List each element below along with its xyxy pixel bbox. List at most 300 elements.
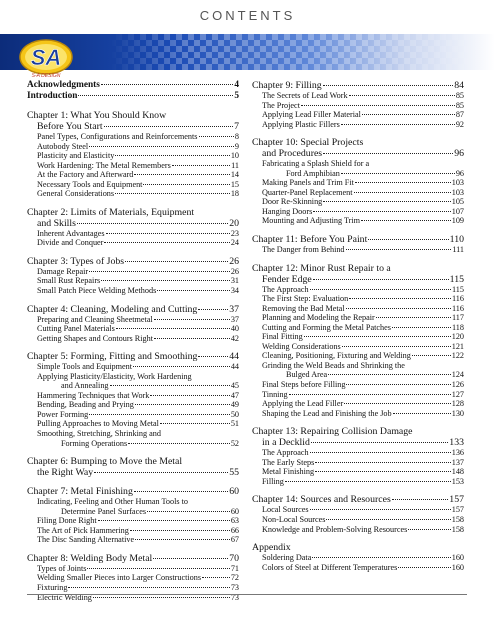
entry-title: Making Panels and Trim Fit: [262, 178, 354, 188]
entry-page: 136: [451, 448, 464, 458]
dot-leader: [89, 146, 234, 147]
entry-title: the Right Way: [37, 467, 94, 479]
entry-page: 49: [230, 400, 239, 410]
toc-chapter-entry[interactable]: [252, 274, 464, 285]
entry-page: 105: [451, 197, 464, 207]
toc-section-entry[interactable]: [27, 439, 239, 449]
entry-title: Chapter 5: Forming, Fitting and Smoothing: [27, 351, 198, 363]
toc-chapter-entry[interactable]: [252, 494, 464, 505]
chapter-heading-line: Chapter 1: What You Should Know: [27, 110, 167, 121]
entry-page: 133: [449, 437, 464, 449]
dot-leader: [346, 308, 451, 309]
entry-title: Panel Types, Configurations and Reinforcements: [37, 132, 198, 141]
dot-leader: [341, 173, 455, 174]
toc-section-entry[interactable]: [27, 324, 239, 334]
dot-leader: [289, 394, 451, 395]
dot-leader: [101, 84, 234, 85]
entry-page: 126: [451, 380, 464, 390]
entry-page: 71: [230, 563, 239, 573]
dot-leader: [133, 366, 230, 367]
toc-section-entry[interactable]: [252, 207, 464, 217]
entry-page: 9: [234, 141, 239, 151]
footer-rule: [27, 594, 467, 595]
toc-left-column: [27, 80, 239, 602]
section-list: [252, 159, 464, 226]
toc-section-entry[interactable]: [252, 467, 464, 477]
toc-section-entry[interactable]: [252, 390, 464, 400]
chapter-block: [27, 207, 239, 248]
entry-page: 7: [234, 121, 239, 132]
toc-section-entry[interactable]: [27, 142, 239, 152]
toc-section-entry[interactable]: [252, 101, 464, 111]
section-list: [27, 564, 239, 602]
dot-leader: [328, 374, 451, 375]
entry-title: Bulged Area: [286, 370, 328, 380]
entry-page: 23: [230, 228, 239, 238]
dot-leader: [104, 242, 229, 243]
entry-title: Small Rust Repairs: [37, 276, 101, 286]
entry-title: Chapter 14: Sources and Resources: [252, 494, 391, 506]
entry-title: Simple Tools and Equipment: [37, 362, 133, 372]
entry-page: 18: [230, 189, 239, 199]
entry-page: 124: [451, 370, 464, 380]
toc-section-entry[interactable]: [252, 458, 464, 468]
dot-leader: [125, 261, 228, 262]
section-heading-line: Smoothing, Stretching, Shrinking and: [37, 429, 161, 439]
entry-page: 11: [231, 160, 239, 170]
toc-chapter-entry[interactable]: [27, 467, 239, 478]
dot-leader: [198, 309, 228, 310]
dot-leader: [89, 271, 230, 272]
dot-leader: [323, 201, 450, 202]
dot-leader: [78, 95, 233, 96]
entry-page: 47: [230, 390, 239, 400]
dot-leader: [323, 153, 453, 154]
entry-title: Hanging Doors: [262, 206, 313, 216]
entry-page: 60: [229, 486, 239, 498]
entry-title: Knowledge and Problem-Solving Resources: [262, 524, 408, 534]
dot-leader: [346, 384, 450, 385]
section-heading-line: Grinding the Weld Beads and Shrinking the: [262, 360, 405, 370]
toc-section-entry[interactable]: [27, 564, 239, 574]
toc-section-entry[interactable]: [252, 448, 464, 458]
entry-title: At the Factory and Afterward: [37, 170, 134, 180]
entry-page: 109: [451, 216, 464, 226]
toc-section-entry[interactable]: [252, 563, 464, 573]
dot-leader: [128, 443, 230, 444]
entry-page: 116: [452, 303, 464, 313]
toc-section-entry[interactable]: [252, 313, 464, 323]
toc-section-entry[interactable]: [27, 180, 239, 190]
entry-title: General Considerations: [37, 189, 115, 199]
chapter-block: [252, 80, 464, 129]
dot-leader: [310, 509, 451, 510]
entry-page: 26: [230, 266, 239, 276]
entry-page: 20: [229, 217, 239, 229]
entry-title: Chapter 11: Before You Paint: [252, 234, 368, 246]
toc-section-entry[interactable]: [252, 553, 464, 563]
dot-leader: [361, 220, 451, 221]
entry-page: 122: [451, 351, 464, 361]
chapter-block: [27, 351, 239, 448]
toc-section-entry[interactable]: [252, 285, 464, 295]
entry-page: 107: [451, 206, 464, 216]
toc-section-entry[interactable]: [252, 515, 464, 525]
chapter-block: [27, 456, 239, 478]
section-list: [252, 245, 464, 255]
logo-subtitle: S-A DESIGN: [31, 73, 61, 79]
chapter-block: [252, 263, 464, 419]
toc-section-entry[interactable]: [252, 505, 464, 515]
entry-title: Non-Local Sources: [262, 514, 326, 524]
dot-leader: [368, 239, 448, 240]
entry-title: Determine Panel Surfaces: [61, 506, 147, 516]
entry-title: Work Hardening: The Metal Remembers: [37, 160, 171, 170]
entry-page: 45: [230, 381, 239, 391]
toc-chapter-entry[interactable]: [27, 351, 239, 362]
entry-page: 4: [234, 80, 239, 90]
dot-leader: [313, 279, 449, 280]
dot-leader: [104, 126, 234, 127]
entry-title: in a Decklid: [262, 437, 310, 449]
toc-section-entry[interactable]: [27, 315, 239, 325]
dot-leader: [354, 192, 451, 193]
toc-chapter-entry[interactable]: [252, 80, 464, 91]
entry-title: Final Steps before Filling: [262, 380, 346, 390]
dot-leader: [106, 233, 230, 234]
entry-page: 40: [230, 324, 239, 334]
dot-leader: [135, 404, 230, 405]
dot-leader: [68, 587, 229, 588]
entry-title: Preparing and Cleaning Sheetmetal: [37, 314, 153, 324]
dot-leader: [101, 280, 230, 281]
toc-section-entry[interactable]: [27, 535, 239, 545]
entry-title: Mounting and Adjusting Trim: [262, 216, 361, 226]
toc-section-entry[interactable]: [252, 294, 464, 304]
entry-title: Necessary Tools and Equipment: [37, 179, 143, 189]
entry-page: 15: [230, 179, 239, 189]
dot-leader: [199, 136, 234, 137]
entry-page: 14: [230, 170, 239, 180]
chapter-block: [252, 234, 464, 255]
toc-section-entry[interactable]: [252, 110, 464, 120]
entry-title: Chapter 8: Welding Body Metal: [27, 552, 153, 564]
entry-title: The Approach: [262, 284, 309, 294]
entry-page: 26: [229, 255, 239, 267]
dot-leader: [310, 289, 451, 290]
entry-title: Final Fitting: [262, 332, 303, 342]
toc-section-entry[interactable]: [27, 362, 239, 372]
entry-page: 158: [451, 514, 464, 524]
entry-page: 70: [229, 552, 239, 564]
toc-entry-acknowledgments[interactable]: [27, 80, 239, 91]
chapter-block: [27, 486, 239, 545]
section-list: [252, 285, 464, 419]
entry-page: 72: [230, 573, 239, 583]
toc-section-entry[interactable]: [27, 276, 239, 286]
entry-page: 85: [455, 91, 464, 100]
entry-title: Chapter 7: Metal Finishing: [27, 486, 133, 498]
entry-title: Fixturing: [37, 582, 68, 592]
toc-section-entry[interactable]: [27, 151, 239, 161]
entry-page: 115: [452, 284, 464, 294]
entry-title: and Skills: [37, 217, 76, 229]
dot-leader: [323, 85, 454, 86]
toc-section-entry[interactable]: [27, 573, 239, 583]
chapter-block: [27, 304, 239, 344]
toc-section-entry[interactable]: [252, 91, 464, 101]
dot-leader: [346, 249, 452, 250]
entry-page: 111: [452, 245, 464, 255]
entry-title: The Approach: [262, 448, 309, 458]
entry-title: Filling: [262, 476, 284, 486]
dot-leader: [342, 346, 451, 347]
dot-leader: [93, 597, 230, 598]
dot-leader: [349, 95, 455, 96]
entry-title: Pulling Approaches to Moving Metal: [37, 419, 159, 429]
dot-leader: [130, 530, 230, 531]
toc-section-entry[interactable]: [252, 216, 464, 226]
entry-title: The Project: [262, 100, 300, 110]
toc-section-entry[interactable]: [252, 245, 464, 255]
toc-section-entry[interactable]: [252, 399, 464, 409]
dot-leader: [341, 124, 455, 125]
dot-leader: [143, 184, 229, 185]
entry-page: 52: [230, 438, 239, 448]
section-heading-line: Fabricating a Splash Shield for a: [262, 159, 370, 169]
toc-section-entry[interactable]: [252, 304, 464, 314]
entry-page: 10: [230, 151, 239, 161]
section-list: [252, 505, 464, 534]
toc-entry-introduction[interactable]: [27, 91, 239, 102]
toc-section-entry[interactable]: [27, 132, 239, 142]
entry-title: Local Sources: [262, 505, 309, 515]
toc-section-entry[interactable]: [252, 342, 464, 352]
entry-title: Applying Plastic Fillers: [262, 119, 340, 129]
entry-title: Shaping the Lead and Finishing the Job: [262, 408, 392, 418]
dot-leader: [134, 491, 228, 492]
dot-leader: [89, 414, 230, 415]
toc-chapter-entry[interactable]: [27, 304, 239, 315]
toc-chapter-entry[interactable]: [27, 121, 239, 132]
dot-leader: [408, 529, 450, 530]
section-list: [27, 132, 239, 199]
toc-section-entry[interactable]: [27, 526, 239, 536]
chapter-block: [252, 426, 464, 486]
dot-leader: [315, 471, 451, 472]
entry-page: 51: [230, 419, 239, 429]
toc-section-entry[interactable]: [252, 351, 464, 361]
entry-page: 44: [229, 351, 239, 363]
dot-leader: [116, 328, 230, 329]
toc-section-entry[interactable]: [252, 178, 464, 188]
toc-chapter-entry[interactable]: [252, 437, 464, 448]
entry-page: 55: [229, 467, 239, 479]
entry-page: 160: [451, 562, 464, 572]
header-banner: [0, 34, 495, 70]
chapter-heading-line: Chapter 13: Repairing Collision Damage: [252, 426, 413, 438]
entry-page: 24: [230, 238, 239, 248]
toc-chapter-entry[interactable]: [252, 234, 464, 245]
dot-leader: [160, 423, 230, 424]
entry-title: Plasticity and Elasticity: [37, 151, 115, 161]
toc-section-entry[interactable]: [27, 170, 239, 180]
toc-section-entry[interactable]: [27, 189, 239, 199]
entry-title: Power Forming: [37, 409, 89, 419]
toc-section-entry[interactable]: [252, 323, 464, 333]
entry-page: 50: [230, 409, 239, 419]
sa-logo-icon: [18, 36, 74, 78]
dot-leader: [150, 395, 229, 396]
entry-title: Cutting Panel Materials: [37, 324, 115, 334]
entry-title: Damage Repair: [37, 266, 89, 276]
dot-leader: [98, 520, 230, 521]
toc-section-entry[interactable]: [252, 120, 464, 130]
toc-section-entry[interactable]: [252, 188, 464, 198]
toc-section-entry[interactable]: [252, 477, 464, 487]
entry-page: 121: [451, 341, 464, 351]
entry-title: The Art of Pick Hammering: [37, 525, 129, 535]
entry-page: 34: [230, 286, 239, 296]
chapter-heading-line: Chapter 12: Minor Rust Repair to a: [252, 262, 391, 274]
dot-leader: [147, 511, 230, 512]
entry-title: Filing Done Right: [37, 516, 97, 526]
toc-section-entry[interactable]: [27, 507, 239, 517]
entry-title: Applying the Lead Filler: [262, 399, 344, 409]
section-list: [252, 448, 464, 486]
page-title: CONTENTS: [199, 8, 296, 23]
chapter-block: [252, 542, 464, 572]
dot-leader: [398, 567, 450, 568]
entry-page: 130: [451, 408, 464, 418]
toc-section-entry[interactable]: [27, 229, 239, 239]
entry-page: 103: [451, 178, 464, 188]
toc-section-entry[interactable]: [252, 409, 464, 419]
toc-section-entry[interactable]: [27, 334, 239, 344]
entry-title: Hammering Techniques that Work: [37, 390, 150, 400]
toc-section-entry[interactable]: [27, 286, 239, 296]
front-matter: [27, 80, 239, 102]
toc-right-column: [252, 80, 464, 572]
entry-page: 37: [230, 314, 239, 324]
chapter-block: [27, 110, 239, 199]
dot-leader: [154, 319, 230, 320]
entry-page: 44: [230, 362, 239, 372]
toc-section-entry[interactable]: [252, 332, 464, 342]
entry-title: Soldering Data: [262, 553, 312, 563]
toc-section-entry[interactable]: [27, 583, 239, 593]
toc-chapter-entry[interactable]: [27, 486, 239, 497]
entry-title: Colors of Steel at Different Temperatures: [262, 562, 398, 572]
entry-page: 37: [229, 303, 239, 315]
entry-page: 5: [234, 91, 239, 101]
entry-title: Fender Edge: [262, 273, 312, 285]
toc-section-entry[interactable]: [252, 525, 464, 535]
entry-page: 160: [451, 553, 464, 563]
entry-title: Tinning: [262, 389, 288, 399]
toc-section-entry[interactable]: [252, 380, 464, 390]
toc-chapter-entry[interactable]: [252, 148, 464, 159]
dot-leader: [153, 558, 228, 559]
chapter-block: [252, 137, 464, 226]
entry-title: Applying Lead Filler Material: [262, 110, 361, 120]
toc-section-entry[interactable]: [27, 238, 239, 248]
entry-title: Divide and Conquer: [37, 238, 104, 248]
dot-leader: [134, 174, 229, 175]
entry-page: 148: [451, 467, 464, 477]
section-list: [252, 553, 464, 572]
entry-title: Getting Shapes and Contours Right: [37, 333, 153, 343]
dot-leader: [344, 403, 451, 404]
dot-leader: [110, 385, 230, 386]
entry-page: 157: [449, 494, 464, 506]
entry-page: 73: [230, 592, 239, 602]
dot-leader: [135, 539, 230, 540]
entry-page: 127: [451, 389, 464, 399]
entry-title: Introduction: [27, 91, 78, 101]
chapter-heading-line: Appendix: [252, 542, 291, 554]
entry-page: 118: [452, 322, 464, 332]
entry-page: 42: [230, 333, 239, 343]
entry-title: The Secrets of Lead Work: [262, 91, 348, 100]
toc-chapter-entry[interactable]: [27, 256, 239, 267]
chapter-heading-line: Chapter 6: Bumping to Move the Metal: [27, 456, 183, 468]
toc-section-entry[interactable]: [27, 419, 239, 429]
toc-section-entry[interactable]: [27, 161, 239, 171]
svg-text:SA: SA: [30, 45, 62, 70]
dot-leader: [392, 327, 451, 328]
entry-page: 60: [230, 506, 239, 516]
entry-title: The Danger from Behind: [262, 245, 345, 255]
toc-section-entry[interactable]: [252, 197, 464, 207]
entry-page: 67: [230, 535, 239, 545]
dot-leader: [362, 114, 455, 115]
section-list: [27, 267, 239, 296]
entry-title: Forming Operations: [61, 438, 128, 448]
entry-title: Electric Welding: [37, 592, 92, 602]
toc-section-entry[interactable]: [252, 169, 464, 179]
toc-section-entry[interactable]: [27, 267, 239, 277]
entry-title: Planning and Modeling the Repair: [262, 313, 375, 323]
dot-leader: [311, 442, 448, 443]
section-list: [252, 91, 464, 129]
entry-title: The Early Steps: [262, 457, 315, 467]
entry-title: Removing the Bad Metal: [262, 303, 345, 313]
dot-leader: [77, 223, 228, 224]
toc-section-entry[interactable]: [27, 381, 239, 391]
entry-page: 137: [451, 457, 464, 467]
dot-leader: [202, 577, 230, 578]
toc-chapter-entry[interactable]: [27, 553, 239, 564]
entry-title: The First Step: Evaluation: [262, 294, 349, 304]
toc-section-entry[interactable]: [27, 391, 239, 401]
publisher-logo: [18, 36, 74, 78]
toc-section-entry[interactable]: [27, 400, 239, 410]
toc-section-entry[interactable]: [27, 516, 239, 526]
entry-title: Welding Smaller Pieces into Larger Constructions: [37, 573, 202, 583]
section-heading-line: Indicating, Feeling and Other Human Tools to: [37, 497, 188, 507]
toc-section-entry[interactable]: [27, 410, 239, 420]
chapter-heading-line: Chapter 10: Special Projects: [252, 137, 364, 149]
entry-page: 87: [455, 110, 464, 120]
toc-chapter-entry[interactable]: [27, 218, 239, 229]
entry-page: 158: [451, 524, 464, 534]
toc-section-entry[interactable]: [252, 370, 464, 380]
section-list: [27, 229, 239, 248]
entry-title: and Annealing: [61, 381, 109, 391]
entry-title: Before You Start: [37, 121, 103, 132]
entry-title: and Procedures: [262, 148, 323, 160]
